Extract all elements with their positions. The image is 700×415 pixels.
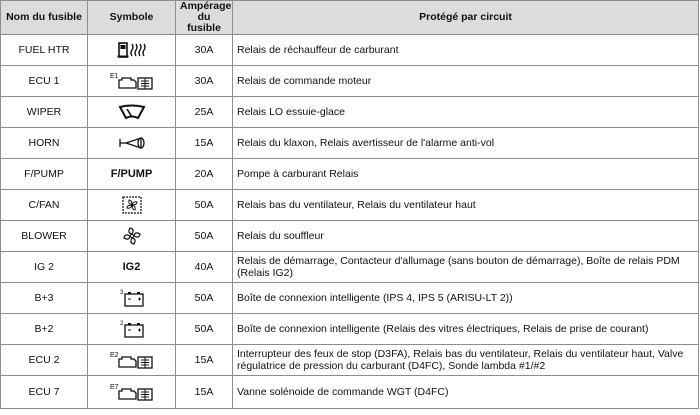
- fuse-amperage: 50A: [176, 314, 233, 345]
- fuse-circuit: Relais du souffleur: [233, 221, 699, 252]
- table-row: [1, 376, 699, 409]
- fuse-amperage: 50A: [176, 221, 233, 252]
- header-amperage: Ampérage du fusible: [176, 1, 233, 35]
- fuse-symbol: [88, 35, 176, 66]
- header-protected-circuit: Protégé par circuit: [233, 1, 699, 35]
- fuse-symbol: [88, 283, 176, 314]
- battery-icon: [117, 288, 147, 308]
- fuse-amperage: 25A: [176, 97, 233, 128]
- fuse-circuit: Relais du klaxon, Relais avertisseur de l'alarme anti-vol: [233, 128, 699, 159]
- fuse-circuit: Relais bas du ventilateur, Relais du ventilateur haut: [233, 190, 699, 221]
- symbol-superscript: 3: [119, 290, 123, 296]
- fuse-amperage: 15A: [176, 345, 233, 376]
- table-row: [1, 345, 699, 376]
- fuse-name: BLOWER: [1, 221, 88, 252]
- ignition-symbol-text: IG2: [122, 261, 141, 273]
- fuse-name: B+2: [1, 314, 88, 345]
- fuse-symbol: [88, 221, 176, 252]
- fuse-amperage: 50A: [176, 190, 233, 221]
- symbol-superscript: 2: [119, 321, 123, 327]
- fuse-name: HORN: [1, 128, 88, 159]
- fuse-amperage: 30A: [176, 35, 233, 66]
- table-row: [1, 252, 699, 283]
- fuse-circuit: Vanne solénoide de commande WGT (D4FC): [233, 376, 699, 409]
- fuse-name: B+3: [1, 283, 88, 314]
- fuse-circuit: Relais de commande moteur: [233, 66, 699, 97]
- fuse-name: F/PUMP: [1, 159, 88, 190]
- fuse-amperage: 20A: [176, 159, 233, 190]
- blower-fan-icon: [122, 226, 142, 246]
- fuse-symbol: [88, 314, 176, 345]
- fuse-circuit: Pompe à carburant Relais: [233, 159, 699, 190]
- wiper-icon: [118, 104, 146, 120]
- engine-ecu-icon: [110, 382, 154, 402]
- header-fuse-name: Nom du fusible: [1, 1, 88, 35]
- fuse-circuit: Boîte de connexion intelligente (Relais des vitres électriques, Relais de prise de courant): [233, 314, 699, 345]
- table-row: [1, 97, 699, 128]
- fuse-circuit: Relais de réchauffeur de carburant: [233, 35, 699, 66]
- fuse-amperage: 15A: [176, 376, 233, 409]
- fuse-name: WIPER: [1, 97, 88, 128]
- fuse-symbol: [88, 66, 176, 97]
- fuel-pump-symbol-text: F/PUMP: [110, 168, 153, 180]
- fuse-symbol: [88, 376, 176, 409]
- header-symbol: Symbole: [88, 1, 176, 35]
- cooling-fan-icon: [122, 196, 142, 214]
- table-row: [1, 66, 699, 97]
- fuse-symbol: [88, 252, 176, 283]
- fuse-name: ECU 2: [1, 345, 88, 376]
- fuse-name: ECU 1: [1, 66, 88, 97]
- table-row: [1, 283, 699, 314]
- fuse-circuit: Relais de démarrage, Contacteur d'allumage (sans bouton de démarrage), Boîte de relais PDM (Relais IG2): [233, 252, 699, 283]
- fuse-amperage: 30A: [176, 66, 233, 97]
- table-row: [1, 128, 699, 159]
- fuse-symbol: [88, 128, 176, 159]
- table-row: [1, 314, 699, 345]
- table-row: [1, 190, 699, 221]
- fuse-circuit: Interrupteur des feux de stop (D3FA), Relais bas du ventilateur, Relais du ventilateur haut, Valve régulatrice de pression du carburant (D4FC), Sonde lambda #1/#2: [233, 345, 699, 376]
- table-row: [1, 159, 699, 190]
- engine-ecu-icon: [110, 71, 154, 91]
- fuel-heater-icon: [117, 42, 147, 58]
- fuse-symbol: [88, 159, 176, 190]
- fuse-name: ECU 7: [1, 376, 88, 409]
- fuse-name: IG 2: [1, 252, 88, 283]
- fuse-symbol: [88, 345, 176, 376]
- table-header-row: [1, 1, 699, 35]
- fuse-amperage: 15A: [176, 128, 233, 159]
- fuse-amperage: 50A: [176, 283, 233, 314]
- symbol-superscript: E2: [109, 352, 119, 359]
- fuse-name: FUEL HTR: [1, 35, 88, 66]
- fuse-name: C/FAN: [1, 190, 88, 221]
- battery-icon: [117, 319, 147, 339]
- fuse-circuit: Boîte de connexion intelligente (IPS 4, IPS 5 (ARISU-LT 2)): [233, 283, 699, 314]
- symbol-superscript: E7: [109, 384, 119, 391]
- fuse-circuit: Relais LO essuie-glace: [233, 97, 699, 128]
- table-row: [1, 35, 699, 66]
- horn-icon: [117, 135, 147, 151]
- engine-ecu-icon: [110, 350, 154, 370]
- symbol-superscript: E1: [109, 73, 119, 80]
- fuse-symbol: [88, 190, 176, 221]
- fuse-amperage: 40A: [176, 252, 233, 283]
- table-row: [1, 221, 699, 252]
- fuse-symbol: [88, 97, 176, 128]
